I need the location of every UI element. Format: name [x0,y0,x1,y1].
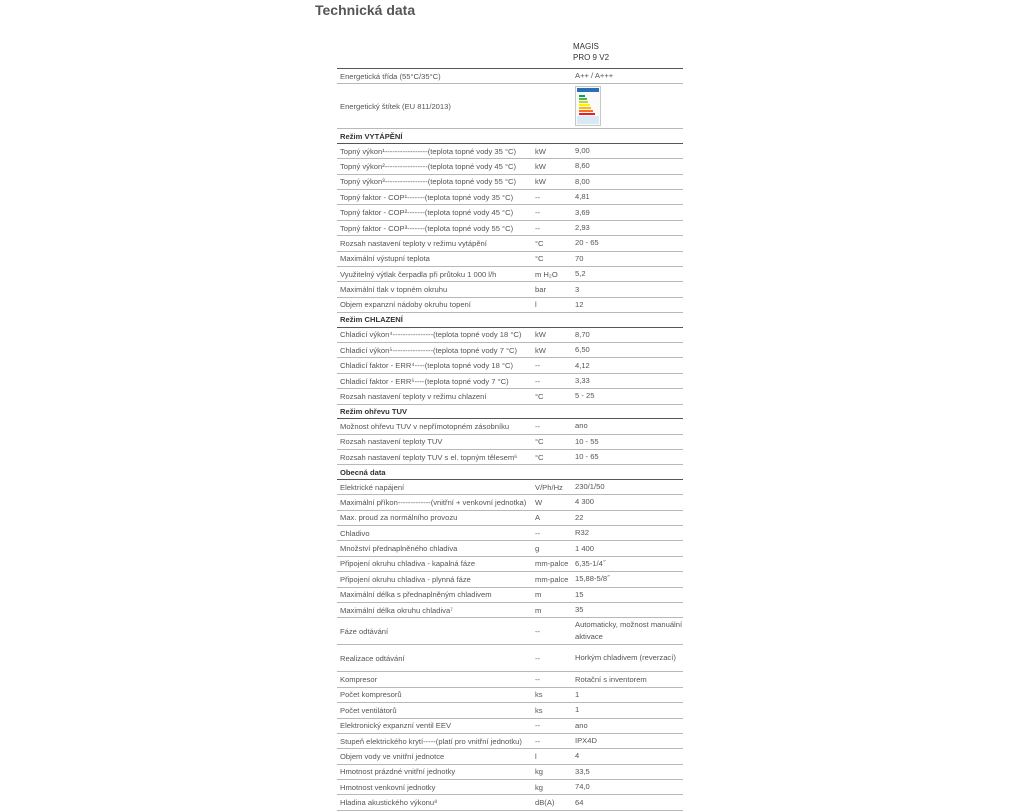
spec-label: Topný faktor - COP¹-------(teplota topné vody 35 °C) [340,192,514,202]
spec-row [337,603,683,618]
spec-value: 4 [575,751,580,761]
spec-unit: mm-palce [535,559,569,569]
spec-label: Objem vody ve vnitřní jednotce [340,751,445,761]
spec-row [337,175,683,190]
spec-unit: -- [535,653,541,663]
spec-row [337,645,683,672]
spec-value: 8,00 [575,176,590,186]
spec-label: Připojení okruhu chladiva - plynná fáze [340,574,471,584]
energy-class-bar [579,110,593,112]
spec-unit: -- [535,528,541,538]
spec-value: 22 [575,512,584,522]
spec-value: 230/1/50 [575,482,605,491]
spec-label: Topný výkon³-----------------(teplota topné vody 55 °C) [340,177,517,187]
spec-value: 4,81 [575,192,590,202]
spec-value: 8,70 [575,329,590,339]
product-name-line: PRO 9 V2 [573,53,610,62]
spec-unit: kW [535,330,546,340]
energy-class-bar [579,113,595,115]
spec-unit: ks [535,705,543,715]
spec-value: 9,00 [575,146,590,156]
spec-label: Hmotnost venkovní jednotky [340,782,436,792]
energy-label-bars [579,95,595,116]
spec-value: 2,93 [575,223,590,233]
spec-table [337,40,683,811]
spec-row [337,526,683,541]
spec-label: Chladicí faktor - ERR⁵----(teplota topné vody 7 °C) [340,376,509,386]
spec-value: ano [575,720,588,730]
spec-unit: l [535,751,537,761]
energy-class-bar [579,101,588,103]
spec-label: Možnost ohřevu TUV v nepřímotopném zásobníku [340,421,510,431]
spec-unit: kW [535,345,546,355]
spec-value: 1 [575,705,580,715]
energy-class-bar [579,104,590,106]
product-name-line: MAGIS [573,42,599,51]
product-name [573,41,609,63]
spec-label: Elektronický expanzní ventil EEV [340,721,452,731]
spec-row [337,236,683,251]
spec-value: 20 - 65 [575,238,599,248]
spec-value: 70 [575,253,584,263]
spec-row [337,328,683,343]
spec-value: 8,60 [575,161,590,171]
spec-unit: -- [535,626,541,636]
spec-row [337,795,683,810]
spec-value: Horkým chladivem (reverzací) [575,653,676,663]
spec-value: 33,5 [575,766,590,776]
spec-row [337,495,683,510]
spec-unit: kW [535,146,546,156]
spec-row [337,688,683,703]
spec-unit: mm-palce [535,574,569,584]
energy-label-image[interactable] [575,86,601,126]
spec-value: Automaticky, možnost manuální aktivace [575,620,683,642]
spec-value: 5 - 25 [575,391,595,401]
spec-row [337,358,683,373]
spec-unit: g [535,544,540,554]
spec-unit: -- [535,223,541,233]
spec-row [337,734,683,749]
spec-row [337,588,683,603]
spec-unit: m H₂O [535,269,558,279]
spec-label: Počet ventilátorů [340,705,397,715]
spec-label: Připojení okruhu chladiva - kapalná fáze [340,559,476,569]
spec-label: Počet kompresorů [340,690,402,700]
spec-value: 6,50 [575,345,590,355]
spec-row [337,84,683,129]
spec-row [337,572,683,587]
spec-unit: -- [535,721,541,731]
spec-row [337,719,683,734]
spec-value: 15,88-5/8˝ [575,574,610,584]
spec-unit: kW [535,177,546,187]
spec-unit: kg [535,767,544,777]
spec-row [337,69,683,84]
spec-value: 10 - 55 [575,436,599,446]
spec-row [337,389,683,404]
spec-label: Topný výkon¹-----------------(teplota topné vody 35 °C) [340,146,517,156]
spec-unit: -- [535,192,541,202]
spec-value: 6,35-1/4˝ [575,558,606,568]
spec-label: Realizace odtávání [340,653,405,663]
spec-unit: -- [535,376,541,386]
spec-label: Energetický štítek (EU 811/2013) [340,101,451,111]
spec-label: Max. proud za normálního provozu [340,513,458,523]
spec-row [337,159,683,174]
spec-label: Maximální výstupní teplota [340,254,430,264]
spec-row [337,267,683,282]
spec-unit: °C [535,452,544,462]
section-header [337,129,683,144]
spec-unit: °C [535,238,544,248]
energy-label-footer [577,116,599,124]
spec-row [337,480,683,495]
spec-value: 4,12 [575,360,590,370]
spec-value: 15 [575,589,584,599]
spec-value: ano [575,421,588,431]
product-header [337,40,683,69]
spec-unit: -- [535,361,541,371]
spec-label: Energetická třída (55°C/35°C) [340,71,441,81]
spec-label: Rozsah nastavení teploty TUV s el. topným tělesem⁶ [340,452,518,462]
section-title: Režim VYTÁPĚNÍ [340,131,403,141]
spec-label: Hladina akustického výkonu⁸ [340,798,438,808]
energy-class-bar [579,98,587,100]
spec-label: Objem expanzní nádoby okruhu topení [340,300,471,310]
spec-row [337,618,683,645]
spec-unit: -- [535,208,541,218]
section-title: Režim ohřevu TUV [340,406,408,416]
spec-value: 3 [575,284,580,294]
spec-value: 4 300 [575,497,595,507]
spec-label: Elektrické napájení [340,482,405,492]
spec-unit: °C [535,254,544,264]
spec-row [337,749,683,764]
spec-label: Rozsah nastavení teploty v režimu vytápění [340,238,487,248]
spec-unit: kW [535,161,546,171]
spec-row [337,282,683,297]
page-title: Technická data [315,2,416,18]
spec-value: 1 400 [575,543,595,553]
spec-value: 5,2 [575,269,586,279]
spec-value: 3,33 [575,376,590,386]
spec-row [337,252,683,267]
spec-unit: l [535,300,537,310]
spec-row [337,541,683,556]
spec-value: 35 [575,605,584,615]
spec-value: 74,0 [575,782,590,792]
spec-label: Chladicí faktor - ERR⁴----(teplota topné vody 18 °C) [340,361,514,371]
spec-label: Chladivo [340,528,370,538]
spec-label: Rozsah nastavení teploty v režimu chlazení [340,391,487,401]
spec-label: Chladicí výkon⁴----------------(teplota topné vody 18 °C) [340,330,522,340]
spec-unit: ks [535,690,543,700]
spec-label: Fáze odtávání [340,626,389,636]
energy-label-cell [575,84,683,128]
spec-row [337,144,683,159]
spec-value: A++ / A+++ [575,71,614,81]
section-title: Režim CHLAZENÍ [340,315,403,325]
spec-row [337,780,683,795]
spec-label: Množství přednaplněného chladiva [340,544,458,554]
energy-class-bar [579,107,591,109]
section-header [337,465,683,480]
energy-label-header [577,88,599,92]
spec-unit [535,69,573,83]
spec-unit: m [535,605,542,615]
spec-row [337,765,683,780]
spec-label: Topný výkon²-----------------(teplota topné vody 45 °C) [340,161,517,171]
spec-label: Kompresor [340,675,378,685]
spec-row [337,419,683,434]
section-header [337,313,683,328]
section-header [337,405,683,420]
spec-row [337,343,683,358]
spec-row [337,672,683,687]
spec-row [337,298,683,313]
spec-label: Topný faktor - COP²-------(teplota topné vody 45 °C) [340,208,514,218]
spec-label: Maximální délka s přednaplněným chladivem [340,590,492,600]
spec-row [337,557,683,572]
spec-row [337,435,683,450]
spec-unit: °C [535,391,544,401]
spec-label: Hmotnost prázdné vnitřní jednotky [340,767,456,777]
spec-unit: m [535,590,542,600]
spec-value: 1 [575,689,580,699]
spec-unit: °C [535,437,544,447]
spec-unit: -- [535,675,541,685]
spec-unit: -- [535,421,541,431]
spec-unit: V/Ph/Hz [535,482,563,492]
spec-row [337,511,683,526]
spec-unit: -- [535,736,541,746]
spec-unit: bar [535,285,546,295]
spec-row [337,221,683,236]
spec-value: 12 [575,299,584,309]
spec-row [337,374,683,389]
spec-row [337,205,683,220]
energy-class-bar [579,95,585,97]
spec-value: 64 [575,797,584,807]
spec-label: Topný faktor - COP³-------(teplota topné vody 55 °C) [340,223,514,233]
spec-unit: kg [535,782,544,792]
spec-label: Chladicí výkon⁵----------------(teplota topné vody 7 °C) [340,345,518,355]
spec-row [337,703,683,718]
spec-label: Maximální délka okruhu chladiva⁷ [340,605,453,615]
spec-label: Maximální příkon-------------(vnitřní + venkovní jednotka) [340,497,527,507]
section-title: Obecná data [340,467,386,477]
spec-value: 3,69 [575,207,590,217]
spec-row [337,450,683,465]
spec-value: 10 - 65 [575,452,599,462]
spec-unit: dB(A) [535,798,555,808]
spec-value: R32 [575,528,589,538]
spec-value: IPX4D [575,736,597,746]
spec-row [337,190,683,205]
spec-label: Stupeň elektrického krytí-----(platí pro vnitřní jednotku) [340,736,522,746]
spec-value: Rotační s inventorem [575,674,647,684]
spec-label: Rozsah nastavení teploty TUV [340,437,443,447]
spec-unit: A [535,513,541,523]
spec-unit: W [535,497,543,507]
spec-label: Využitelný výtlak čerpadla při průtoku 1 000 l/h [340,269,497,279]
spec-label: Maximální tlak v topném okruhu [340,285,448,295]
